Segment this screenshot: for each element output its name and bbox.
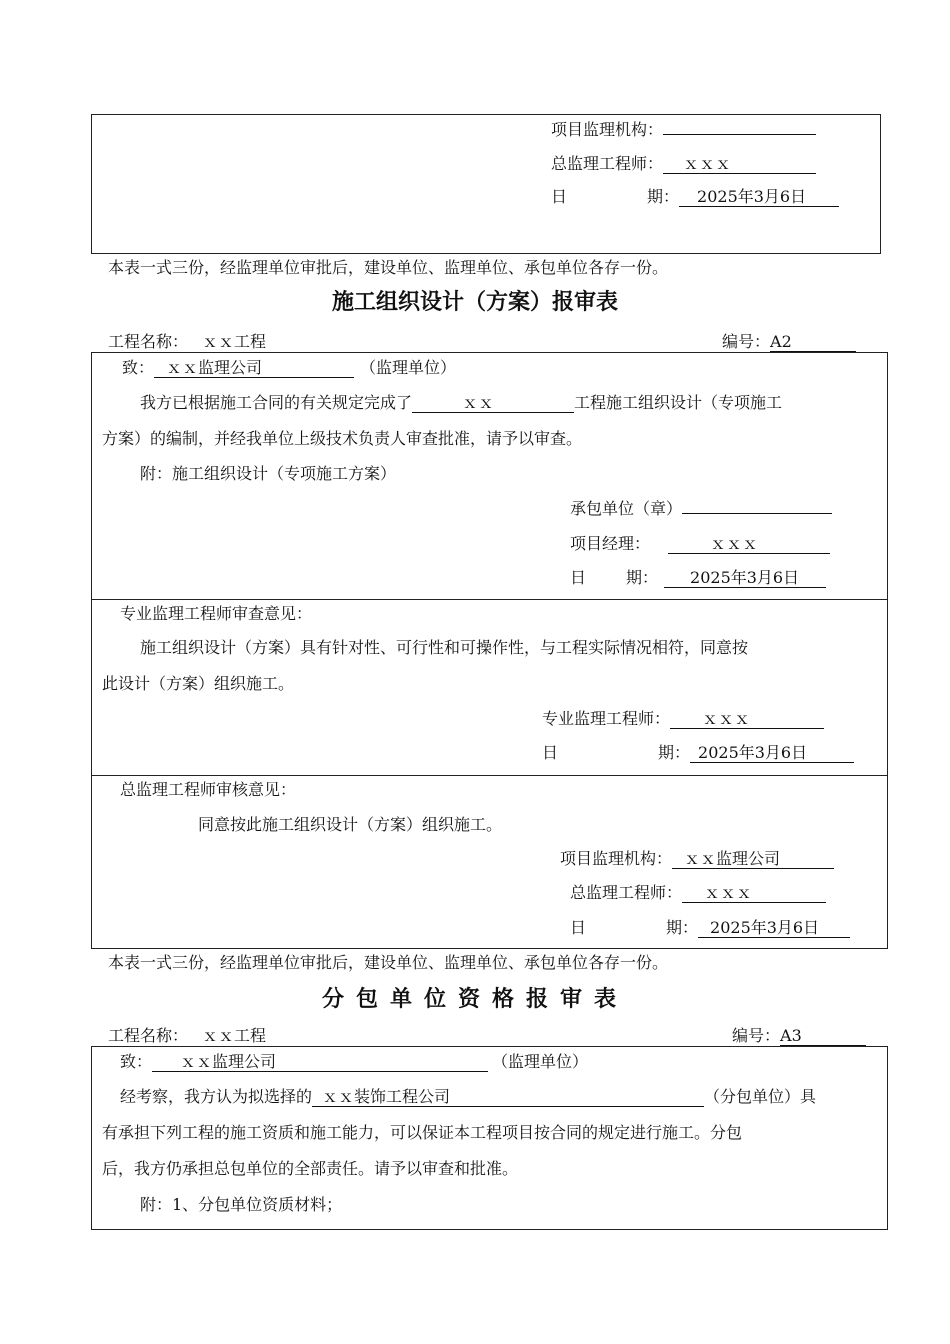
a2-specialist-heading: 专业监理工程师审查意见： [120, 604, 313, 623]
a3-form-table [91, 1046, 888, 1230]
a2-date-label-a: 日 [570, 568, 587, 587]
a2-contractor-line [570, 499, 832, 519]
a2-date-value: 2025年3月6日 [664, 568, 826, 588]
chief-value: ｘｘｘ [663, 154, 816, 174]
a3-body-line3: 后，我方仍承担总包单位的全部责任。请予以审查和批准。 [102, 1159, 519, 1178]
top-approval-box [91, 114, 881, 254]
a3-body-text-b: （分包单位）具 [704, 1087, 817, 1106]
a2-project-label: 工程名称： [108, 332, 189, 351]
a2-specialist-sign-label: 专业监理工程师： [542, 709, 671, 728]
a2-chief-org-line [560, 849, 834, 869]
a2-pm-line [570, 534, 830, 554]
chief-label: 总监理工程师： [551, 154, 664, 173]
a3-number-line [732, 1026, 866, 1046]
org-line [551, 120, 816, 140]
a2-chief-sign-value: ｘｘｘ [682, 883, 826, 903]
date-line [551, 187, 839, 207]
org-value [663, 134, 816, 135]
a2-chief-line1: 同意按此施工组织设计（方案）组织施工。 [198, 815, 503, 834]
form-a3-title: 分包单位资格报审表 [321, 987, 628, 1012]
a2-specialist-line2: 此设计（方案）组织施工。 [102, 674, 295, 693]
a3-project-value: ｘｘ工程 [202, 1026, 267, 1045]
a2-chief-org-label: 项目监理机构： [560, 849, 673, 868]
a2-pm-value: ｘｘｘ [668, 534, 830, 554]
a2-chief-sign-label: 总监理工程师： [570, 883, 683, 902]
a2-specialist-sign-line [542, 709, 824, 729]
a2-chief-date-label-a: 日 [570, 918, 587, 937]
a2-number-value: A2 [770, 332, 856, 352]
a2-body-line2: 方案）的编制，并经我单位上级技术负责人审查批准，请予以审查。 [102, 429, 583, 448]
chief-line [551, 154, 816, 174]
a2-specialist-sign-value: ｘｘｘ [670, 709, 824, 729]
footnote: 本表一式三份，经监理单位审批后，建设单位、监理单位、承包单位各存一份。 [108, 258, 669, 277]
a2-chief-section [92, 775, 887, 950]
a2-body-text-a: 我方已根据施工合同的有关规定完成了 [140, 393, 413, 412]
a3-body-text-a: 经考察，我方认为拟选择的 [120, 1087, 313, 1106]
a2-chief-date-value: 2025年3月6日 [698, 918, 850, 938]
a2-project-value: ｘｘ工程 [202, 332, 267, 351]
a2-number-label: 编号： [722, 332, 771, 351]
a3-to-value: ｘｘ监理公司 [152, 1052, 488, 1072]
a3-project-label: 工程名称： [108, 1026, 189, 1045]
a2-attach: 附：施工组织设计（专项施工方案） [140, 464, 397, 483]
a2-form-table [91, 352, 888, 949]
a3-to-line [120, 1052, 588, 1072]
a2-contractor-label: 承包单位（章） [570, 499, 683, 518]
org-label: 项目监理机构： [551, 120, 664, 139]
a2-to-suffix: （监理单位） [360, 358, 457, 377]
a2-specialist-date-label-b: 期： [658, 743, 691, 762]
a2-to-line [122, 358, 456, 378]
date-label-b: 期： [647, 187, 680, 206]
a3-to-label: 致： [120, 1052, 153, 1071]
a2-specialist-section [92, 599, 887, 776]
a3-attach: 附：1、分包单位资质材料； [140, 1195, 343, 1214]
a2-date-label-b: 期： [626, 568, 659, 587]
a2-chief-org-value: ｘｘ监理公司 [672, 849, 834, 869]
a3-body-line1 [120, 1087, 816, 1107]
date-label-a: 日 [551, 187, 568, 206]
a2-body-line1 [140, 393, 782, 413]
a2-date-line [570, 568, 826, 588]
a2-body-project-value: ｘｘ [412, 393, 574, 413]
a2-specialist-date-line [542, 743, 854, 763]
a2-to-label: 致： [122, 358, 155, 377]
a3-number-value: A3 [780, 1026, 866, 1046]
a2-chief-sign-line [570, 883, 826, 903]
a2-body-text-b: 工程施工组织设计（专项施工 [574, 393, 783, 412]
a2-specialist-date-label-a: 日 [542, 743, 559, 762]
a3-to-suffix: （监理单位） [492, 1052, 589, 1071]
a2-chief-date-line [570, 918, 850, 938]
form-a2-title: 施工组织设计（方案）报审表 [331, 290, 618, 315]
a2-chief-date-label-b: 期： [666, 918, 699, 937]
footnote-2: 本表一式三份，经监理单位审批后，建设单位、监理单位、承包单位各存一份。 [108, 953, 669, 972]
a3-project-line [108, 1026, 266, 1046]
a3-body-sub-value: ｘｘ装饰工程公司 [312, 1087, 704, 1107]
a2-specialist-date-value: 2025年3月6日 [690, 743, 854, 763]
a2-project-line [108, 332, 266, 352]
a2-chief-heading: 总监理工程师审核意见： [120, 780, 297, 799]
a2-contractor-value [682, 513, 832, 514]
a2-pm-label: 项目经理： [570, 534, 651, 553]
a2-number-line [722, 332, 856, 352]
a3-body-line2: 有承担下列工程的施工资质和施工能力，可以保证本工程项目按合同的规定进行施工。分包 [102, 1123, 743, 1142]
date-value: 2025年3月6日 [679, 187, 839, 207]
a2-specialist-line1: 施工组织设计（方案）具有针对性、可行性和可操作性，与工程实际情况相符，同意按 [140, 638, 749, 657]
a2-to-value: ｘｘ监理公司 [154, 358, 354, 378]
a3-number-label: 编号： [732, 1026, 781, 1045]
